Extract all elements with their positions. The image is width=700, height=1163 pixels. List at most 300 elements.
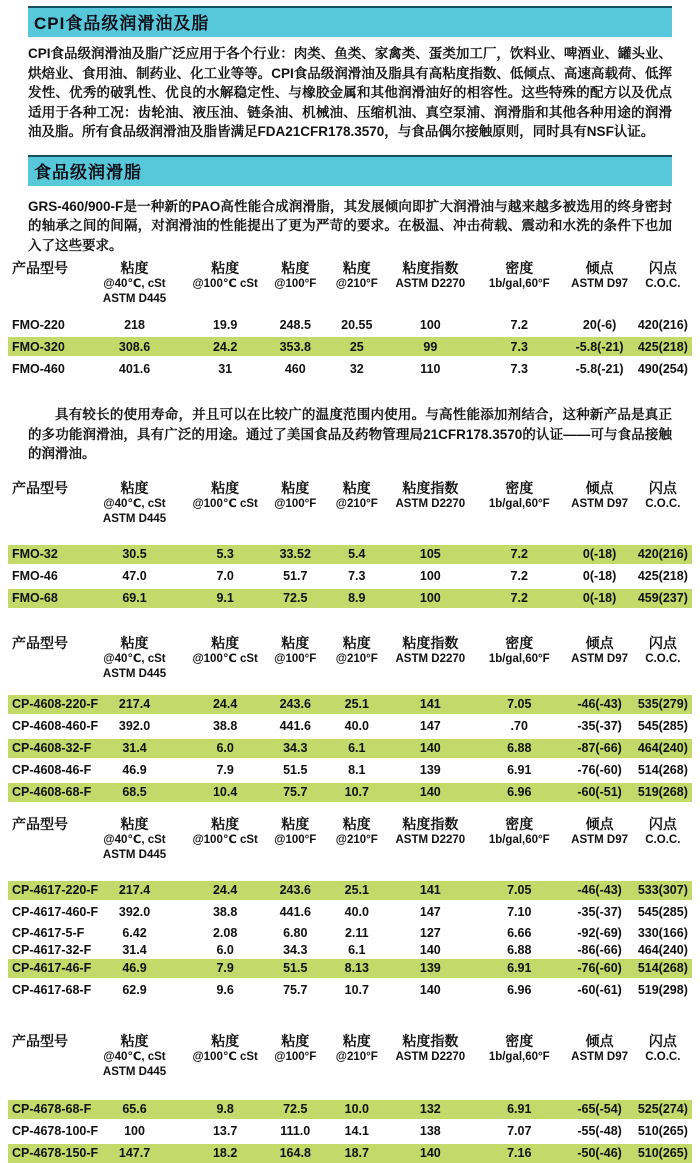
column-header-line: @100°F <box>274 1050 317 1063</box>
column-header-4 <box>388 480 474 512</box>
table-row <box>8 783 692 802</box>
column-header-4 <box>388 635 474 667</box>
column-header-line: ASTM D2270 <box>395 652 466 665</box>
cell-model: CP-4608-46-F <box>12 763 92 777</box>
column-header-line: 粘度 <box>281 815 310 832</box>
table-body <box>8 1100 692 1163</box>
cell-value: 7.3 <box>348 569 366 583</box>
column-header-line: 粘度 <box>342 479 371 496</box>
cell-value: 24.2 <box>212 339 238 354</box>
column-header-line: 粘度 <box>211 260 240 276</box>
spec-table-cp4608 <box>8 635 692 802</box>
intro-paragraph: CPI食品级润滑油及脂广泛应用于各个行业：肉类、鱼类、家禽类、蛋类加工厂，饮料业、啤酒业、罐头业、烘焙业、食用油、制药业、化工业等等。CPI食品级润滑油及脂具有高粘度指数、低倾点、高速高载荷、低挥发性、优秀的破乳性、优良的水解稳定性、与橡胶金属和其他润滑油好的相容性。这些特殊的配方以及优点适用于各种工况：齿轮油、液压油、链条油、机械油、压缩机油、真空泵浦、润滑脂和其他各种用途的润滑油及脂。所有食品级润滑油及脂皆满足FDA21CFR178.3570，与食品偶尔接触原则，同时具有NSF认证。 <box>28 46 672 139</box>
cell-value: 24.4 <box>212 697 238 711</box>
table-row <box>8 315 692 334</box>
cell-value: 441.6 <box>279 905 311 919</box>
cell-value: 2.11 <box>344 926 369 940</box>
cell-value: 68.5 <box>122 785 147 799</box>
column-header-line: 粘度 <box>342 1032 371 1049</box>
cell-value: -92(-69) <box>577 926 622 940</box>
column-header-line: ASTM D97 <box>571 833 629 846</box>
cell-value: 7.05 <box>507 883 532 897</box>
cell-value: 10.0 <box>344 1102 369 1116</box>
spec-table-fmo-light <box>8 480 692 608</box>
column-header-0 <box>83 260 186 307</box>
cell-value: 6.96 <box>507 785 532 799</box>
cell-model: CP-4608-32-F <box>12 741 92 755</box>
column-header-line: @100℃ cSt <box>192 833 258 846</box>
column-header-line: ASTM D97 <box>571 278 629 290</box>
cell-value: 100 <box>124 1124 145 1138</box>
column-header-line: 闪点 <box>648 479 677 496</box>
column-header-line: @100°F <box>274 833 317 846</box>
cell-value: 0(-18) <box>582 547 617 561</box>
cell-value: 139 <box>419 763 441 777</box>
cell-value: 140 <box>419 943 441 957</box>
cell-value: 38.8 <box>212 719 238 733</box>
column-header-line: ASTM D445 <box>102 512 167 525</box>
cell-value: 8.9 <box>348 591 366 605</box>
grease-paragraph: GRS-460/900-F是一种新的PAO高性能合成润滑脂，其发展倾向即扩大润滑油与越来越多被选用的终身密封的轴承之间的间隔，对润滑油的性能提出了更为严苛的要求。在极温、冲击荷载、震动和水洗的条件下也加入了这些要求。 <box>28 198 672 253</box>
cell-value: 62.9 <box>122 983 147 997</box>
cell-model: CP-4617-5-F <box>12 926 85 940</box>
cell-value: 5.3 <box>216 547 234 561</box>
column-header-7 <box>634 260 692 292</box>
column-header-line: 粘度指数 <box>402 260 459 276</box>
column-header-5 <box>473 1033 565 1065</box>
column-header-product <box>8 1033 83 1050</box>
cell-model: CP-4678-150-F <box>12 1146 99 1160</box>
cell-value: 308.6 <box>118 339 151 354</box>
cell-value: 31.4 <box>122 741 147 755</box>
column-header-line: @100℃ cSt <box>192 278 258 290</box>
cell-value: 47.0 <box>122 569 147 583</box>
column-header-line: 粘度 <box>281 634 310 651</box>
column-header-3 <box>326 816 388 848</box>
column-header-line: 粘度 <box>211 1032 240 1049</box>
cell-value: 138 <box>419 1124 441 1138</box>
table-row <box>8 337 692 356</box>
cell-value: 24.4 <box>212 883 238 897</box>
table-row <box>8 589 692 608</box>
column-header-line: 倾点 <box>585 634 614 651</box>
cell-value: 65.6 <box>122 1102 147 1116</box>
cell-value: 519(268) <box>637 785 688 799</box>
column-header-4 <box>388 1033 474 1065</box>
column-header-3 <box>326 635 388 667</box>
column-header-line: 产品型号 <box>12 1032 68 1049</box>
column-header-line: @210°F <box>335 652 378 665</box>
table-row <box>8 717 692 736</box>
column-header-line: 产品型号 <box>12 815 68 832</box>
column-header-line: 产品型号 <box>12 479 68 496</box>
column-header-line: C.O.C. <box>645 652 681 665</box>
cell-value: 510(265) <box>637 1124 688 1138</box>
table-row <box>8 545 692 564</box>
cell-value: 100 <box>419 569 441 583</box>
column-header-7 <box>634 1033 692 1065</box>
table-header-row <box>8 480 692 527</box>
column-header-product <box>8 480 83 497</box>
cell-model: FMO-220 <box>12 317 65 332</box>
cell-value: 141 <box>419 883 441 897</box>
cell-value: 6.0 <box>216 741 234 755</box>
cell-value: 34.3 <box>283 943 308 957</box>
cell-value: 40.0 <box>344 719 369 733</box>
cell-value: 38.8 <box>212 905 238 919</box>
cell-value: 7.2 <box>510 547 528 561</box>
cell-value: 7.07 <box>507 1124 532 1138</box>
column-header-7 <box>634 816 692 848</box>
table-row <box>8 359 692 378</box>
cell-value: 7.3 <box>510 339 528 354</box>
column-header-line: 粘度指数 <box>402 1032 459 1049</box>
column-header-0 <box>83 816 186 863</box>
column-header-line: C.O.C. <box>645 1050 681 1063</box>
cell-value: -76(-60) <box>577 763 622 777</box>
cell-value: 140 <box>419 1146 441 1160</box>
column-header-2 <box>264 816 326 848</box>
column-header-1 <box>186 1033 265 1065</box>
cell-model: CP-4608-220-F <box>12 697 99 711</box>
column-header-line: 密度 <box>505 815 534 832</box>
cell-value: 401.6 <box>118 361 151 376</box>
cell-value: 7.2 <box>510 591 528 605</box>
table-header-row <box>8 260 692 307</box>
table-row <box>8 695 692 714</box>
column-header-line: 密度 <box>505 1032 534 1049</box>
section-title-food-grade-lubricants: CPI食品级润滑油及脂 <box>28 6 672 37</box>
cell-value: 392.0 <box>118 719 151 733</box>
table-header-row <box>8 635 692 682</box>
column-header-product <box>8 260 83 277</box>
cell-model: FMO-460 <box>12 361 65 376</box>
cell-value: 40.0 <box>344 905 369 919</box>
cell-value: 5.4 <box>348 547 366 561</box>
column-header-line: @210°F <box>335 497 378 510</box>
cell-model: CP-4617-32-F <box>12 943 92 957</box>
cell-value: 7.9 <box>216 961 234 975</box>
cell-value: 7.3 <box>510 361 528 376</box>
cell-value: -5.8(-21) <box>575 339 624 354</box>
column-header-line: @100℃ cSt <box>192 1050 258 1063</box>
cell-value: 127 <box>419 926 441 940</box>
column-header-line: 粘度 <box>211 479 240 496</box>
cell-value: -60(-61) <box>577 983 622 997</box>
column-header-line: 密度 <box>505 634 534 651</box>
cell-value: 217.4 <box>118 697 151 711</box>
column-header-line: C.O.C. <box>645 833 681 846</box>
cell-value: 147.7 <box>118 1146 151 1160</box>
column-header-line: @40℃, cSt <box>103 1050 166 1063</box>
cell-value: 140 <box>419 983 441 997</box>
cell-value: 535(279) <box>637 697 688 711</box>
column-header-7 <box>634 480 692 512</box>
column-header-1 <box>186 480 265 512</box>
cell-value: 33.52 <box>279 547 311 561</box>
cell-value: 75.7 <box>283 983 308 997</box>
column-header-5 <box>473 635 565 667</box>
column-header-line: @40℃, cSt <box>103 833 166 846</box>
cell-value: -55(-48) <box>577 1124 622 1138</box>
cell-value: 9.6 <box>216 983 234 997</box>
column-header-line: @100℃ cSt <box>192 652 258 665</box>
column-header-line: 粘度 <box>211 634 240 651</box>
cell-value: 7.16 <box>507 1146 532 1160</box>
table-row <box>8 881 692 900</box>
column-header-line: 闪点 <box>648 1032 677 1049</box>
cell-value: 111.0 <box>280 1124 311 1138</box>
table-body <box>8 315 692 378</box>
cell-value: -46(-43) <box>577 697 622 711</box>
column-header-line: 闪点 <box>648 815 677 832</box>
cell-value: -50(-46) <box>577 1146 622 1160</box>
column-header-7 <box>634 635 692 667</box>
column-header-line: 粘度 <box>211 815 240 832</box>
cell-value: 7.2 <box>510 317 528 332</box>
cell-value: 51.5 <box>283 763 308 777</box>
cell-value: 69.1 <box>122 591 147 605</box>
cell-value: 32 <box>349 361 364 376</box>
column-header-line: 产品型号 <box>12 634 68 651</box>
spec-table-fmo-heavy <box>8 260 692 378</box>
cell-value: 464(240) <box>637 741 688 755</box>
cell-value: 533(307) <box>637 883 688 897</box>
cell-value: 140 <box>419 741 441 755</box>
column-header-0 <box>83 635 186 682</box>
cell-model: CP-4617-460-F <box>12 905 99 919</box>
cell-value: 20(-6) <box>582 317 617 332</box>
cell-value: -87(-66) <box>577 741 622 755</box>
cell-value: 100 <box>419 317 441 332</box>
column-header-4 <box>388 260 474 292</box>
spec-table-cp4617 <box>8 816 692 1000</box>
cell-model: FMO-68 <box>12 591 58 605</box>
column-header-line: 粘度指数 <box>402 479 459 496</box>
column-header-line: 粘度 <box>120 260 149 276</box>
column-header-line: 1b/gal,60°F <box>488 833 550 846</box>
cell-value: 46.9 <box>122 763 147 777</box>
column-header-line: 闪点 <box>648 634 677 651</box>
column-header-line: @40℃, cSt <box>103 497 166 510</box>
column-header-line: @100°F <box>274 497 317 510</box>
column-header-line: 粘度 <box>281 260 310 276</box>
column-header-line: 1b/gal,60°F <box>488 652 550 665</box>
column-header-product <box>8 816 83 833</box>
column-header-5 <box>473 480 565 512</box>
cell-value: 31.4 <box>122 943 147 957</box>
column-header-line: 产品型号 <box>12 260 68 276</box>
cell-value: -35(-37) <box>577 719 622 733</box>
cell-value: 18.7 <box>344 1146 369 1160</box>
column-header-line: 粘度指数 <box>402 815 459 832</box>
column-header-line: 粘度 <box>120 815 149 832</box>
cell-value: 7.9 <box>216 763 234 777</box>
cell-model: CP-4617-220-F <box>12 883 99 897</box>
cell-value: 30.5 <box>122 547 147 561</box>
table-row <box>8 903 692 922</box>
cell-value: 141 <box>419 697 441 711</box>
column-header-line: ASTM D97 <box>571 1050 629 1063</box>
cell-value: -86(-66) <box>577 943 622 957</box>
column-header-line: 倾点 <box>585 260 614 276</box>
column-header-line: 粘度 <box>342 815 371 832</box>
column-header-1 <box>186 816 265 848</box>
cell-value: 7.2 <box>510 569 528 583</box>
cell-value: 8.1 <box>348 763 366 777</box>
cell-value: 514(268) <box>637 763 688 777</box>
column-header-line: 粘度 <box>281 479 310 496</box>
column-header-line: ASTM D2270 <box>395 497 466 510</box>
table-row <box>8 761 692 780</box>
cell-value: -60(-51) <box>577 785 622 799</box>
column-header-line: 粘度 <box>342 260 371 276</box>
spec-table-cp4678 <box>8 1033 692 1163</box>
cell-value: 75.7 <box>283 785 308 799</box>
column-header-line: 粘度 <box>120 479 149 496</box>
cell-value: 6.88 <box>507 943 532 957</box>
cell-value: 9.8 <box>216 1102 234 1116</box>
cell-value: 490(254) <box>637 361 688 376</box>
column-header-4 <box>388 816 474 848</box>
column-header-6 <box>565 260 633 292</box>
column-header-line: 粘度 <box>120 1032 149 1049</box>
cell-value: 353.8 <box>279 339 311 354</box>
cell-value: 243.6 <box>279 883 311 897</box>
table-body <box>8 545 692 608</box>
column-header-1 <box>186 260 265 292</box>
cell-value: 6.88 <box>507 741 532 755</box>
column-header-line: ASTM D445 <box>102 1065 167 1078</box>
cell-value: 8.13 <box>344 961 369 975</box>
cell-value: 420(216) <box>637 317 688 332</box>
cell-model: CP-4617-68-F <box>12 983 92 997</box>
cell-value: 139 <box>419 961 441 975</box>
table-header-row <box>8 1033 692 1080</box>
cell-value: -65(-54) <box>577 1102 622 1116</box>
cell-value: 510(265) <box>637 1146 688 1160</box>
cell-value: 72.5 <box>283 591 308 605</box>
column-header-2 <box>264 260 326 292</box>
cell-value: 248.5 <box>279 317 311 332</box>
column-header-line: 密度 <box>505 479 534 496</box>
column-header-6 <box>565 816 633 848</box>
column-header-line: @210°F <box>335 1050 378 1063</box>
table-row <box>8 925 692 942</box>
cell-value: 147 <box>419 905 441 919</box>
cell-value: 164.8 <box>279 1146 311 1160</box>
cell-value: 51.7 <box>283 569 308 583</box>
cell-value: 217.4 <box>118 883 151 897</box>
table-row <box>8 1100 692 1119</box>
cell-value: 6.80 <box>283 926 308 940</box>
cell-value: 6.1 <box>348 943 366 957</box>
cell-value: 392.0 <box>118 905 151 919</box>
column-header-line: @210°F <box>335 833 378 846</box>
table-row <box>8 959 692 978</box>
column-header-line: ASTM D97 <box>571 497 629 510</box>
cell-value: 14.1 <box>344 1124 369 1138</box>
column-header-line: ASTM D445 <box>102 848 167 861</box>
column-header-6 <box>565 1033 633 1065</box>
column-header-line: ASTM D2270 <box>395 278 466 290</box>
cell-value: 20.55 <box>341 317 373 332</box>
column-header-line: 粘度 <box>342 634 371 651</box>
cell-model: CP-4608-68-F <box>12 785 92 799</box>
column-header-line: ASTM D97 <box>571 652 629 665</box>
cell-value: 10.7 <box>344 983 369 997</box>
cell-value: .70 <box>510 719 528 733</box>
cell-value: 459(237) <box>637 591 688 605</box>
cell-value: 25.1 <box>344 697 369 711</box>
column-header-line: C.O.C. <box>645 278 681 290</box>
column-header-2 <box>264 480 326 512</box>
cell-value: 99 <box>423 339 438 354</box>
mid-paragraph: 具有较长的使用寿命，并且可以在比较广的温度范围内使用。与高性能添加剂结合，这种新产品是真正的多功能润滑油，具有广泛的用途。通过了美国食品及药物管理局21CFR178.3570的认证——可与食品接触的润滑油。 <box>28 407 672 461</box>
column-header-2 <box>264 1033 326 1065</box>
column-header-6 <box>565 635 633 667</box>
column-header-5 <box>473 260 565 292</box>
column-header-line: @100℃ cSt <box>192 497 258 510</box>
column-header-line: @100°F <box>274 652 317 665</box>
cell-value: 519(298) <box>637 983 688 997</box>
column-header-line: @100°F <box>274 278 317 290</box>
cell-value: 140 <box>419 785 441 799</box>
column-header-line: 粘度指数 <box>402 634 459 651</box>
cell-value: 9.1 <box>216 591 234 605</box>
cell-model: CP-4617-46-F <box>12 961 92 975</box>
table-body <box>8 881 692 1000</box>
cell-value: 6.0 <box>216 943 234 957</box>
cell-value: 2.08 <box>212 926 238 940</box>
cell-model: CP-4608-460-F <box>12 719 99 733</box>
cell-value: 132 <box>419 1102 441 1116</box>
cell-value: -46(-43) <box>577 883 622 897</box>
cell-value: 6.1 <box>348 741 366 755</box>
table-body <box>8 695 692 802</box>
cell-model: FMO-320 <box>12 339 65 354</box>
column-header-line: C.O.C. <box>645 497 681 510</box>
cell-value: 6.91 <box>507 763 532 777</box>
column-header-line: 粘度 <box>281 1032 310 1049</box>
column-header-line: 1b/gal,60°F <box>488 497 550 510</box>
cell-value: 441.6 <box>279 719 311 733</box>
cell-value: 425(218) <box>637 339 688 354</box>
cell-value: 34.3 <box>283 741 308 755</box>
cell-value: 218 <box>124 317 145 332</box>
column-header-2 <box>264 635 326 667</box>
cell-value: 105 <box>419 547 441 561</box>
cell-value: 7.10 <box>507 905 532 919</box>
column-header-0 <box>83 1033 186 1080</box>
cell-value: 51.5 <box>283 961 308 975</box>
cell-value: 25 <box>349 339 364 354</box>
column-header-line: 1b/gal,60°F <box>488 1050 550 1063</box>
cell-value: 6.96 <box>507 983 532 997</box>
cell-value: 0(-18) <box>582 591 617 605</box>
cell-value: 10.7 <box>344 785 369 799</box>
column-header-0 <box>83 480 186 527</box>
table-row <box>8 942 692 959</box>
cell-value: 6.91 <box>507 1102 532 1116</box>
cell-value: 110 <box>420 361 441 376</box>
cell-value: 0(-18) <box>582 569 617 583</box>
cell-value: 243.6 <box>279 697 311 711</box>
cell-value: 425(218) <box>637 569 688 583</box>
cell-value: 46.9 <box>122 961 147 975</box>
cell-value: 6.66 <box>507 926 532 940</box>
cell-value: 420(216) <box>637 547 688 561</box>
